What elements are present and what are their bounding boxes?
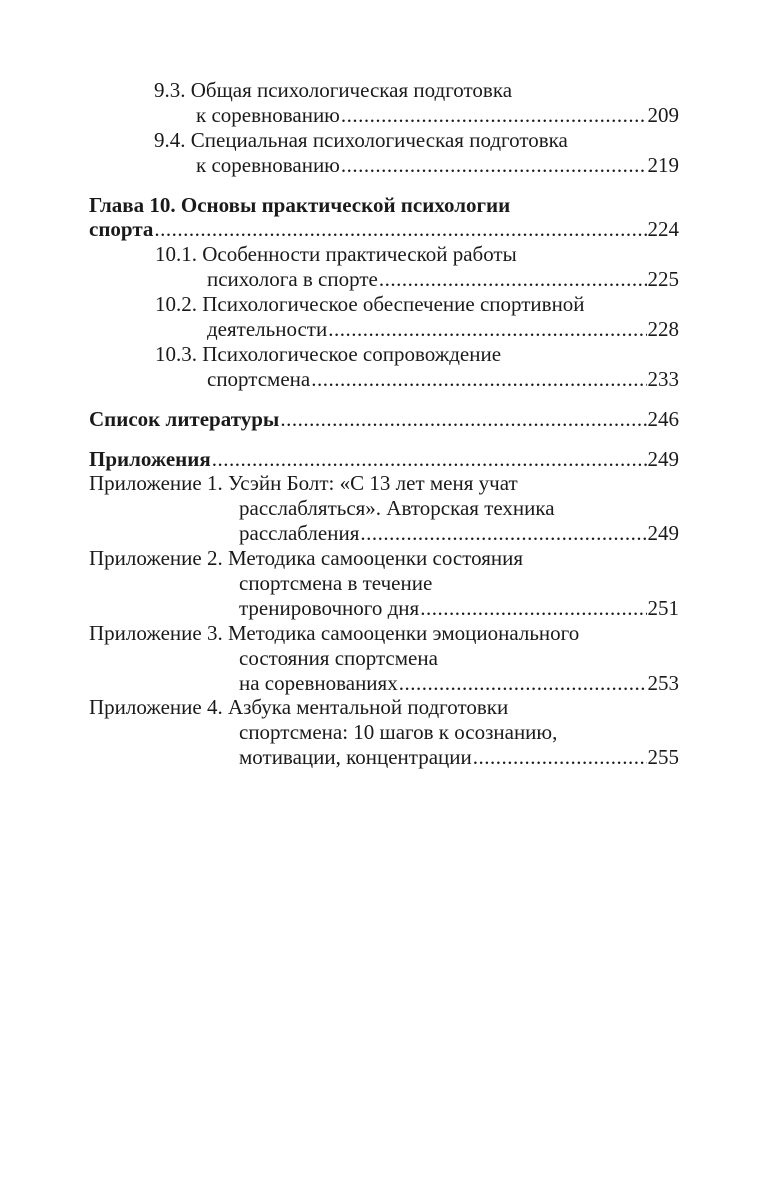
page-number: 224 bbox=[647, 217, 679, 242]
toc-entry-title: Приложение 2. Методика самооценки состояния bbox=[89, 546, 523, 571]
toc-entry-last-line bbox=[89, 217, 679, 242]
page-number: 228 bbox=[647, 317, 679, 342]
toc-references bbox=[89, 407, 679, 432]
page-number: 233 bbox=[647, 366, 679, 391]
toc-entry-title-cont: к соревнованию bbox=[196, 102, 340, 127]
page-number: 219 bbox=[647, 152, 679, 177]
leader-dots bbox=[420, 596, 646, 621]
page-number: 249 bbox=[647, 446, 679, 471]
toc-entry-title-cont: деятельности bbox=[207, 317, 328, 342]
toc-entry-9-4 bbox=[89, 128, 679, 178]
toc-appendices bbox=[89, 447, 679, 472]
toc-entry-title: 10.2. Психологическое обеспечение спортивной bbox=[155, 292, 585, 317]
leader-dots bbox=[212, 447, 647, 472]
toc-entry-title-cont: к соревнованию bbox=[196, 152, 340, 177]
leader-dots bbox=[379, 267, 647, 292]
leader-dots bbox=[280, 407, 646, 432]
toc-chapter-10 bbox=[89, 193, 679, 243]
toc-entry-last-line bbox=[89, 317, 679, 342]
toc-entry-title-cont: спортсмена: 10 шагов к осознанию, bbox=[239, 720, 558, 745]
leader-dots bbox=[311, 367, 646, 392]
toc-appendix-2 bbox=[89, 546, 679, 621]
leader-dots bbox=[360, 521, 646, 546]
page-number: 249 bbox=[647, 521, 679, 546]
toc-entry-title-cont: психолога в спорте bbox=[207, 267, 378, 292]
chapter-title: Глава 10. Основы практической психологии bbox=[89, 192, 511, 217]
table-of-contents bbox=[89, 78, 679, 770]
toc-entry-last-line bbox=[89, 267, 679, 292]
leader-dots bbox=[473, 745, 647, 770]
toc-entry-last-line bbox=[89, 745, 679, 770]
leader-dots bbox=[399, 671, 647, 696]
toc-appendix-1 bbox=[89, 471, 679, 546]
leader-dots bbox=[328, 317, 646, 342]
toc-entry-title-end: тренировочного дня bbox=[239, 595, 420, 620]
appendices-title: Приложения bbox=[89, 446, 211, 471]
page-number: 225 bbox=[647, 267, 679, 292]
toc-entry-title-end: на соревнованиях bbox=[239, 670, 398, 695]
toc-entry-title: Приложение 4. Азбука ментальной подготовки bbox=[89, 695, 509, 720]
page-number: 251 bbox=[647, 595, 679, 620]
toc-entry-last-line bbox=[89, 407, 679, 432]
leader-dots bbox=[154, 217, 646, 242]
toc-entry-title: 10.3. Психологическое сопровождение bbox=[155, 341, 502, 366]
leader-dots bbox=[341, 153, 647, 178]
toc-entry-last-line bbox=[89, 153, 679, 178]
toc-entry-title-cont: спортсмена bbox=[207, 366, 311, 391]
toc-entry-last-line bbox=[89, 596, 679, 621]
toc-appendix-4 bbox=[89, 695, 679, 770]
page-number: 209 bbox=[647, 102, 679, 127]
toc-entry-title: Приложение 1. Усэйн Болт: «С 13 лет меня учат bbox=[89, 471, 518, 496]
page-number: 253 bbox=[647, 670, 679, 695]
toc-entry-last-line bbox=[89, 367, 679, 392]
toc-entry-title: 10.1. Особенности практической работы bbox=[155, 242, 517, 267]
toc-entry-10-2 bbox=[89, 292, 679, 342]
toc-appendix-3 bbox=[89, 621, 679, 696]
toc-entry-title-cont: спортсмена в течение bbox=[239, 571, 433, 596]
toc-entry-10-1 bbox=[89, 242, 679, 292]
references-title: Список литературы bbox=[89, 406, 280, 431]
toc-entry-last-line bbox=[89, 671, 679, 696]
toc-entry-title: Приложение 3. Методика самооценки эмоционального bbox=[89, 620, 580, 645]
toc-entry-title-cont: состояния спортсмена bbox=[239, 645, 438, 670]
toc-entry-last-line bbox=[89, 103, 679, 128]
leader-dots bbox=[341, 103, 647, 128]
toc-entry-9-3 bbox=[89, 78, 679, 128]
page-number: 246 bbox=[647, 406, 679, 431]
toc-entry-title-end: мотивации, концентрации bbox=[239, 745, 472, 770]
toc-entry-last-line bbox=[89, 447, 679, 472]
toc-entry-title: 9.4. Специальная психологическая подготовка bbox=[154, 127, 568, 152]
toc-entry-title: 9.3. Общая психологическая подготовка bbox=[154, 78, 513, 102]
toc-entry-title-cont: расслабляться». Авторская техника bbox=[239, 496, 555, 521]
toc-entry-last-line bbox=[89, 521, 679, 546]
chapter-title-cont: спорта bbox=[89, 217, 154, 242]
toc-entry-10-3 bbox=[89, 342, 679, 392]
page-number: 255 bbox=[647, 745, 679, 770]
toc-entry-title-end: расслабления bbox=[239, 521, 360, 546]
